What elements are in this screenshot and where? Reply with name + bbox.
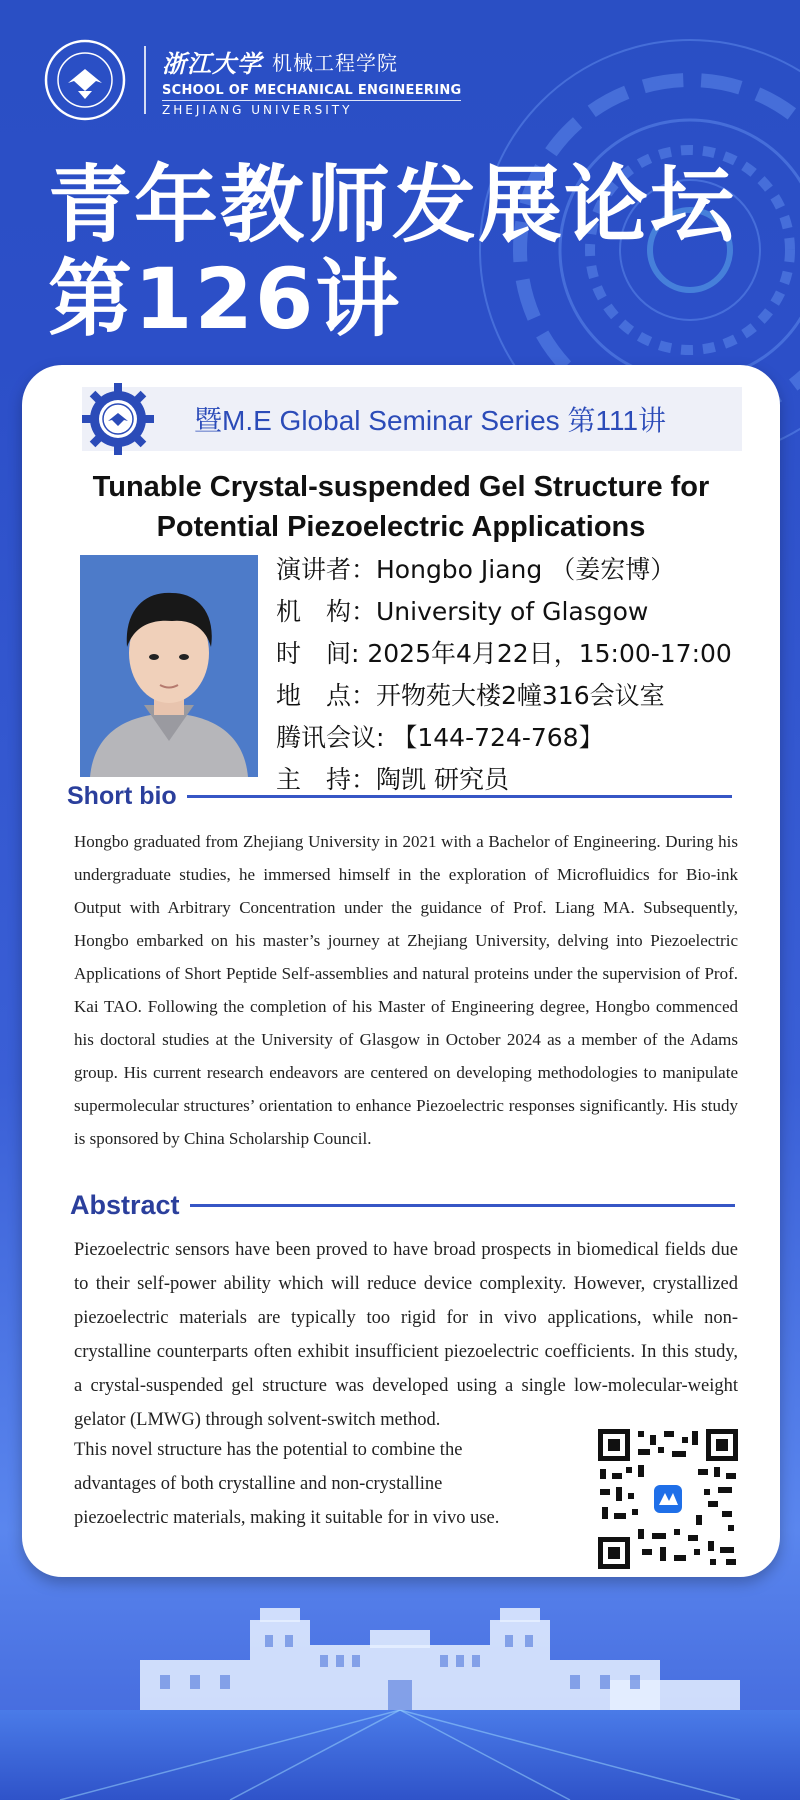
location-line: 地 点：开物苑大楼2幢316会议室 [276, 681, 665, 710]
speaker-photo [80, 555, 258, 777]
university-name-en: ZHEJIANG UNIVERSITY [162, 102, 353, 117]
abstract-text-1: Piezoelectric sensors have been proved to have broad prospects in biomedical fields due to their self-power ability which will reduce device complexity. However, crystallized piezoelectric materials are typically too rigid for in vivo applications, while non-crystalline counterparts often exhibit insufficient piezoelectric coefficients. In this study, a crystal-suspended gel structure was developed using a single low-molecular-weight gelator (LMWG) through solvent-switch method. [74, 1240, 738, 1430]
zju-logo-icon [44, 39, 126, 121]
short-bio-heading-text: Short bio [67, 782, 177, 810]
seminar-series-label: 暨M.E Global Seminar Series 第111讲 [194, 405, 667, 436]
content-card [22, 365, 780, 1577]
seminar-banner [82, 387, 742, 451]
campus-building-icon [0, 1590, 800, 1800]
talk-title [22, 467, 780, 547]
forum-title-line1: 青年教师发展论坛 [48, 156, 737, 254]
abstract-heading [70, 1190, 735, 1221]
abstract-rule [190, 1204, 735, 1207]
abstract-text-2: This novel structure has the potential to combine the advantages of both crystalline and non-crystalline piezoelectric materials, making it suitable for in vivo use. [74, 1440, 500, 1528]
time-line: 时 间: 2025年4月22日，15:00-17:00 [276, 639, 732, 668]
talk-details [276, 549, 732, 801]
short-bio-rule [187, 795, 732, 798]
speaker-line: 演讲者：Hongbo Jiang （姜宏博） [276, 555, 676, 584]
talk-title-line2: Potential Piezoelectric Applications [156, 511, 646, 543]
meeting-line: 腾讯会议: 【144-724-768】 [276, 723, 604, 752]
header-divider [144, 46, 146, 114]
short-bio-heading [67, 782, 732, 811]
school-name-cn: 机械工程学院 [272, 50, 398, 75]
qr-code-icon [598, 1429, 738, 1569]
short-bio-text: Hongbo graduated from Zhejiang University in 2021 with a Bachelor of Engineering. During his undergraduate studies, he immersed himself in the exploration of Microfluidics for Bio-ink Output with Arbitrary Concentration under the guidance of Prof. Liang MA. Subsequently, Hongbo embarked on his master’s journey at Zhejiang University, delving into Piezoelectric Applications of Short Peptide Self-assemblies and natural proteins under the supervision of Prof. Kai TAO. Following the completion of his Master of Engineering degree, Hongbo commenced his doctoral studies at the University of Glasgow in October 2024 as a member of the Adams group. His current research endeavors are centered on developing methodologies to manipulate supermolecular structures’ orientation to enhance Piezoelectric responses significantly. His study is sponsored by China Scholarship Council. [74, 832, 738, 1148]
school-header [44, 40, 461, 120]
university-calligraphy: 浙江大学 [162, 48, 262, 78]
school-name-en: SCHOOL OF MECHANICAL ENGINEERING [162, 83, 461, 101]
seminar-gear-icon [80, 381, 156, 457]
forum-title-line2: 第126讲 [48, 250, 402, 348]
forum-title [48, 158, 736, 346]
talk-title-line1: Tunable Crystal-suspended Gel Structure for [92, 471, 710, 503]
institution-line: 机 构：University of Glasgow [276, 597, 649, 626]
host-line: 主 持：陶凯 研究员 [276, 765, 509, 794]
abstract-heading-text: Abstract [70, 1190, 180, 1220]
